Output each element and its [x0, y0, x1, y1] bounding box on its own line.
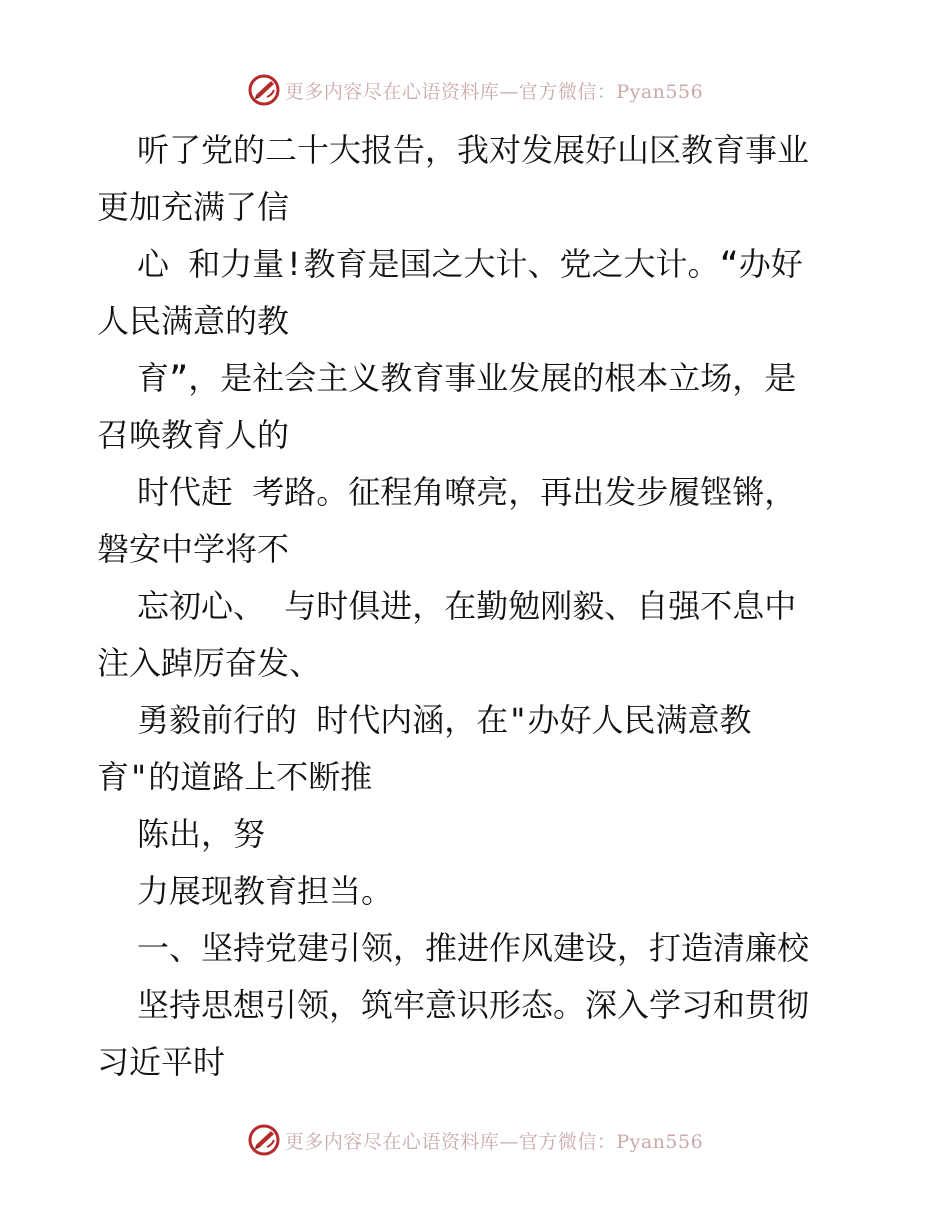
text-line: 勇毅前行的 时代内涵，在"办好人民满意教 [137, 701, 752, 739]
header-banner [0, 70, 950, 110]
text-line: 心 和力量!教育是国之大计、党之大计。“办好 [137, 245, 803, 283]
text-line: 听了党的二十大报告，我对发展好山区教育事业 [137, 131, 810, 169]
text-line: 时代赶 考路。征程角嘹亮，再出发步履铿锵， [137, 473, 797, 511]
text-line: 磐安中学将不 [97, 530, 290, 568]
header-text: 更多内容尽在心语资料库—官方微信：Pyan556 [284, 80, 704, 103]
text-line: 更加充满了信 [97, 188, 290, 226]
text-line: 陈出，努 [137, 815, 266, 853]
footer-text: 更多内容尽在心语资料库—官方微信：Pyan556 [284, 1130, 704, 1153]
text-line: 习近平时 [97, 1043, 226, 1081]
text-line: 育"的道路上不断推 [97, 758, 373, 796]
section-heading: 一、坚持党建引领，推进作风建设，打造清廉校 [137, 929, 810, 967]
text-line: 育”，是社会主义教育事业发展的根本立场，是 [137, 359, 797, 397]
text-line: 人民满意的教 [97, 302, 290, 340]
text-line: 注入踔厉奋发、 [97, 644, 322, 682]
red-seal-logo-icon [247, 73, 281, 107]
text-line: 坚持思想引领，筑牢意识形态。深入学习和贯彻 [137, 986, 810, 1024]
text-line: 力展现教育担当。 [137, 872, 394, 910]
footer-banner [0, 1120, 950, 1160]
document-body [97, 122, 857, 1091]
text-line: 召唤教育人的 [97, 416, 290, 454]
text-line: 忘初心、 与时俱进，在勤勉刚毅、自强不息中 [137, 587, 797, 625]
red-seal-logo-icon [247, 1123, 281, 1157]
